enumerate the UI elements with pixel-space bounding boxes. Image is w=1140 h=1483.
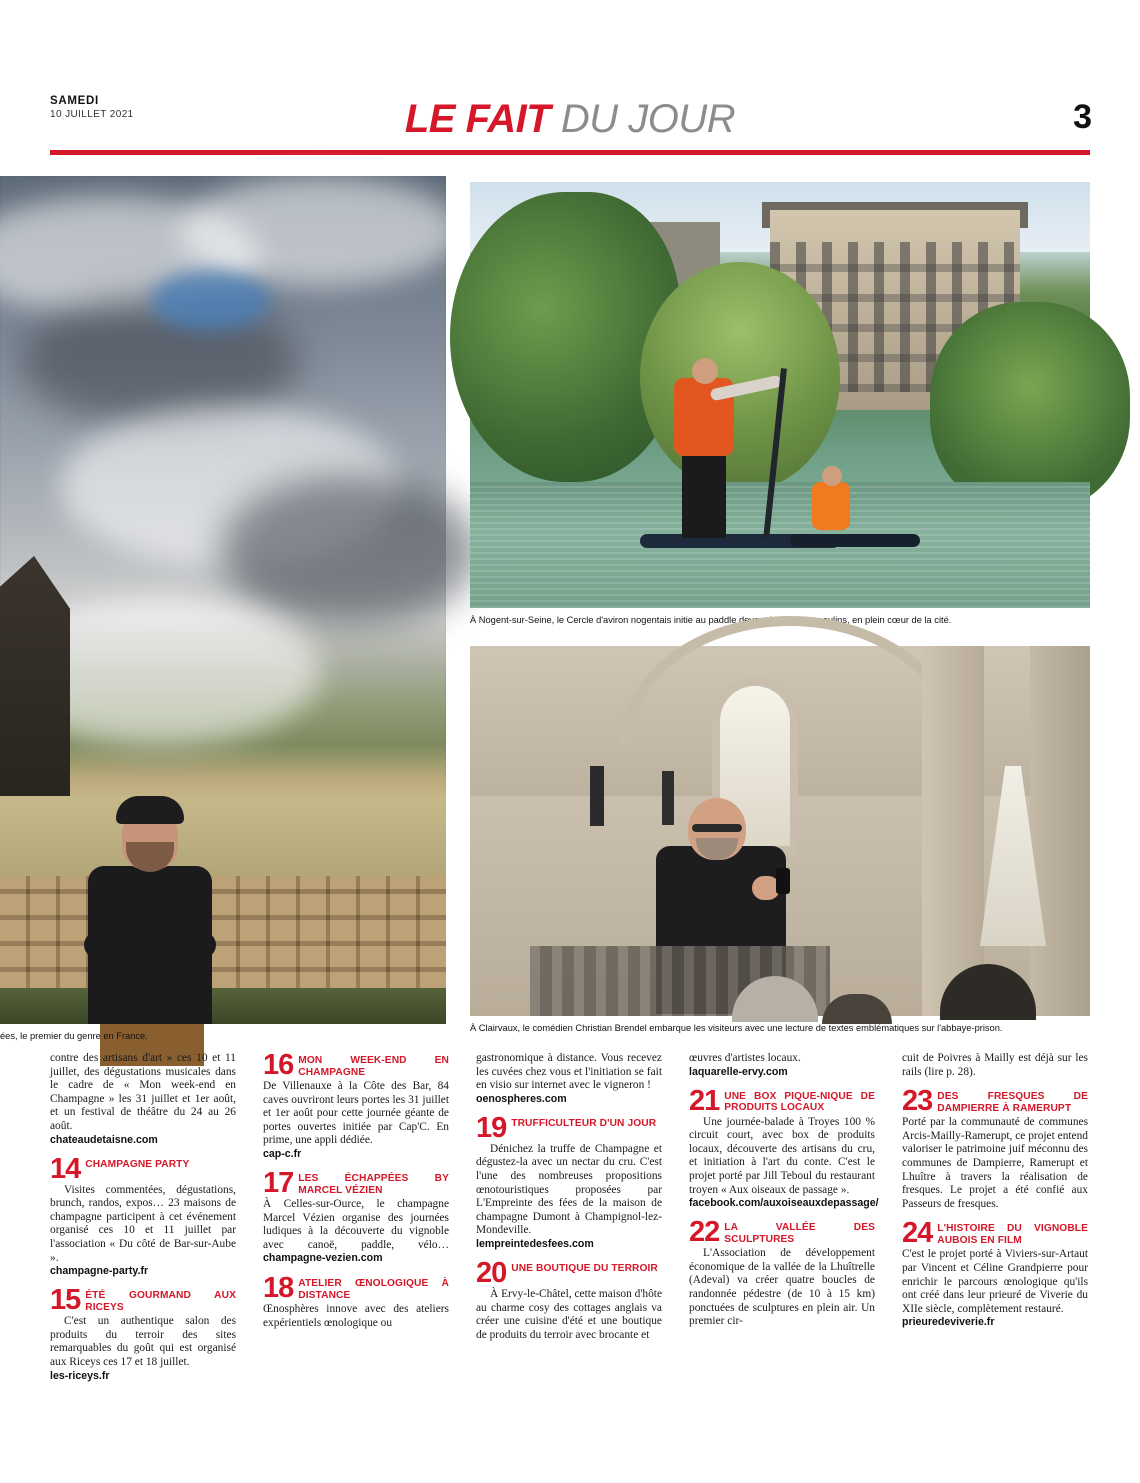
list-item bbox=[263, 1271, 449, 1330]
list-item bbox=[263, 1049, 449, 1161]
item-heading: LA VALLÉE DES SCULPTURES bbox=[724, 1222, 875, 1245]
item-number: 14 bbox=[50, 1152, 81, 1185]
item-body: De Villenauxe à la Côte des Bar, 84 caves ouvriront leurs portes les 31 juillet et 1er août pour cette journée géante de portes ouvertes initiée par Cap'C. En prime, une appli dédiée. bbox=[263, 1080, 449, 1147]
item-number: 22 bbox=[689, 1216, 720, 1249]
item-url[interactable]: laquarelle-ervy.com bbox=[689, 1065, 788, 1078]
item-headline bbox=[689, 1216, 875, 1249]
article-columns bbox=[50, 1049, 1090, 1432]
photo-left-caption: ées, le premier du genre en France. bbox=[0, 1031, 148, 1041]
item-body: Dénichez la truffe de Champagne et dégustez-la avec un nectar du cru. C'est l'une des nombreuses propositions œnotouristiques proposées par L'Empreinte des fées de la maison de champagne Dumont à Champignol-lez-Mondeville. bbox=[476, 1142, 662, 1237]
photo-paddle-caption: À Nogent-sur-Seine, le Cercle d'aviron nogentais initie au paddle devant les grands moulins, en plein cœur de la cité. bbox=[470, 615, 952, 625]
item-number: 17 bbox=[263, 1166, 294, 1199]
photo-clairvaux-brendel bbox=[470, 646, 1090, 1033]
item-number: 18 bbox=[263, 1271, 294, 1304]
column-2 bbox=[263, 1049, 449, 1432]
list-item bbox=[689, 1084, 879, 1211]
page-number: 3 bbox=[1073, 98, 1092, 136]
item-heading: DES FRESQUES DE DAMPIERRE À RAMERUPT bbox=[937, 1091, 1088, 1114]
item-number: 16 bbox=[263, 1049, 294, 1081]
column-4 bbox=[689, 1052, 879, 1432]
item-headline bbox=[902, 1085, 1088, 1118]
item-url[interactable]: oenospheres.com bbox=[476, 1092, 567, 1105]
column-3 bbox=[476, 1052, 662, 1432]
list-item bbox=[689, 1052, 875, 1079]
item-heading: ATELIER ŒNOLOGIQUE À DISTANCE bbox=[298, 1277, 449, 1301]
item-body: œuvres d'artistes locaux. bbox=[689, 1052, 801, 1064]
item-body: Œnosphères innove avec des ateliers expérientiels œnologique ou bbox=[263, 1302, 449, 1329]
item-body: cuit de Poivres à Mailly est déjà sur les rails (lire p. 28). bbox=[902, 1052, 1088, 1078]
item-number: 20 bbox=[476, 1256, 507, 1289]
item-url[interactable]: prieuredeviverie.fr bbox=[902, 1316, 995, 1329]
item-headline bbox=[263, 1166, 449, 1199]
item-headline bbox=[476, 1256, 662, 1289]
list-item bbox=[263, 1166, 449, 1266]
item-heading: MON WEEK-END EN CHAMPAGNE bbox=[298, 1055, 449, 1078]
item-url[interactable]: lempreintedesfees.com bbox=[476, 1237, 594, 1250]
item-body: À Ervy-le-Châtel, cette maison d'hôte au charme cosy des cottages anglais va créer une cuisine d'été et une boutique de produits du terroir avec brocante et bbox=[476, 1287, 662, 1341]
item-body: gastronomique à distance. Vous recevez les cuvées chez vous et l'initiation se fait en visio sur internet avec le vigneron ! bbox=[476, 1052, 662, 1092]
item-url[interactable]: chateaudetaisne.com bbox=[50, 1133, 158, 1146]
page-title-secondary: DU JOUR bbox=[560, 97, 736, 141]
list-item bbox=[50, 1152, 236, 1279]
item-heading: TRUFFICULTEUR D'UN JOUR bbox=[511, 1117, 657, 1129]
item-headline bbox=[263, 1049, 449, 1081]
item-body: C'est le projet porté à Viviers-sur-Artaut par Vincent et Céline Grandpierre pour enrichir le parcours œnologique qu'ils ont créé dans leur prieuré de Viverie du XIIe siècle, complètement restauré. bbox=[902, 1248, 1088, 1315]
item-url[interactable]: champagne-vezien.com bbox=[263, 1252, 383, 1265]
list-item bbox=[902, 1217, 1088, 1329]
issue-day: SAMEDI bbox=[50, 95, 99, 107]
item-body bbox=[263, 1198, 449, 1266]
item-heading: ÉTÉ GOURMAND AUX RICEYS bbox=[85, 1290, 236, 1313]
item-number: 24 bbox=[902, 1217, 933, 1250]
item-number: 23 bbox=[902, 1085, 933, 1118]
item-number: 21 bbox=[689, 1084, 720, 1117]
item-url[interactable]: champagne-party.fr bbox=[50, 1265, 149, 1278]
item-body-text: À Celles-sur-Ource, le champagne Marcel Vézien organise des journées ludiques à la découverte du vignoble avec canoë, paddle, vélo… bbox=[263, 1197, 449, 1251]
list-item bbox=[902, 1085, 1088, 1211]
column-1 bbox=[50, 1052, 236, 1432]
item-headline bbox=[902, 1217, 1088, 1250]
masthead bbox=[0, 0, 1140, 150]
column-5 bbox=[902, 1052, 1088, 1432]
item-body: Une journée-balade à Troyes 100 % circuit court, avec box de produits locaux, découverte des artisans du cru, et initiation à l'art du conte. C'est le projet porté par Jill Teboul du restaurant troyen « Aux oiseaux de passage ». bbox=[689, 1115, 875, 1196]
item-heading: UNE BOUTIQUE DU TERROIR bbox=[511, 1262, 658, 1274]
list-item bbox=[476, 1256, 662, 1342]
header-divider bbox=[50, 150, 1090, 155]
list-item bbox=[476, 1111, 662, 1251]
list-item bbox=[902, 1052, 1088, 1079]
item-headline bbox=[689, 1084, 875, 1117]
item-heading: LES ÉCHAPPÉES BY MARCEL VÉZIEN bbox=[298, 1172, 449, 1196]
item-body: L'Association de développement économique de la vallée de la Lhuîtrelle (Adeval) va créer quatre boucles de randonnée pédestre (de 10 à 15 km) ponctuées de sculptures en plein air. Un premier cir- bbox=[689, 1247, 875, 1328]
item-headline bbox=[50, 1152, 236, 1185]
item-headline bbox=[50, 1284, 236, 1317]
item-heading: L'HISTOIRE DU VIGNOBLE AUBOIS EN FILM bbox=[937, 1223, 1088, 1246]
issue-date-text: 10 JUILLET 2021 bbox=[50, 109, 134, 120]
photo-paddle-nogent bbox=[470, 182, 1090, 625]
item-body: C'est un authentique salon des produits du terroir des sites remarquables du goût qui est organisé aux Riceys ces 17 et 18 juillet. bbox=[50, 1315, 236, 1368]
item-number: 19 bbox=[476, 1111, 507, 1144]
item-headline bbox=[263, 1271, 449, 1304]
item-body: Visites commentées, dégustations, brunch, randos, expos… 23 maisons de champagne participent à cet événement organisé ces 10 et 11 juillet par l'association « Du côté de Bar-sur-Aube ». bbox=[50, 1183, 236, 1264]
item-headline bbox=[476, 1111, 662, 1144]
list-item bbox=[50, 1284, 236, 1382]
list-item bbox=[50, 1052, 236, 1147]
page-title-primary: LE FAIT bbox=[404, 97, 551, 141]
photo-clairvaux-caption: À Clairvaux, le comédien Christian Brendel embarque les visiteurs avec une lecture de textes emblématiques sur l'abbaye-prison. bbox=[470, 1023, 1003, 1033]
page-title bbox=[0, 96, 1140, 142]
item-heading: CHAMPAGNE PARTY bbox=[85, 1158, 190, 1170]
item-url[interactable]: cap-c.fr bbox=[263, 1147, 302, 1160]
item-body: contre des artisans d'art » ces 10 et 11 juillet, des dégustations musicales dans le cadre de « Mon week-end en Champagne » les 31 juillet et 1er août, et un festival de théâtre du 24 au 26 août. bbox=[50, 1052, 236, 1132]
photo-left-vigneron bbox=[0, 176, 446, 1041]
item-number: 15 bbox=[50, 1284, 81, 1317]
item-url[interactable]: facebook.com/auxoiseauxdepassage/ bbox=[689, 1197, 879, 1210]
item-body: Porté par la communauté de communes Arcis-Mailly-Ramerupt, ce projet entend valoriser le patrimoine juif méconnu des communes de Dampierre, Ramerupt et Lhuître à travers la réalisation de fresques. Le projet a été confié aux Passeurs de fresques. bbox=[902, 1116, 1088, 1210]
list-item bbox=[476, 1052, 662, 1106]
item-heading: UNE BOX PIQUE-NIQUE DE PRODUITS LOCAUX bbox=[724, 1090, 875, 1114]
list-item bbox=[689, 1216, 875, 1329]
item-url[interactable]: les-riceys.fr bbox=[50, 1369, 110, 1382]
